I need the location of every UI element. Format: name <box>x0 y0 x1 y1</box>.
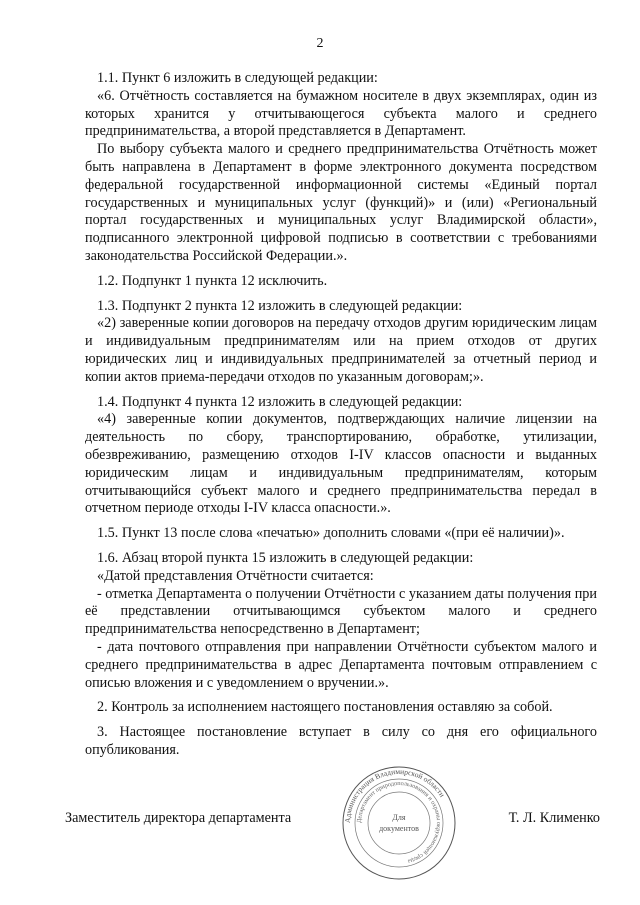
paragraph: - дата почтового отправления при направлении Отчётности субъектом малого и среднего предпринимательства в адрес Департамента почтовым отправлением с описью вложения и с уведомлением о вручении.». <box>85 638 597 691</box>
paragraph: 1.2. Подпункт 1 пункта 12 исключить. <box>97 272 328 289</box>
stamp-center-line-1: Для <box>392 813 406 822</box>
paragraph: 1.5. Пункт 13 после слова «печатью» дополнить словами «(при её наличии)». <box>97 525 565 542</box>
paragraph: 2. Контроль за исполнением настоящего постановления оставляю за собой. <box>97 699 553 716</box>
paragraph: «4) заверенные копии документов, подтверждающих наличие лицензии на деятельность по сбору, транспортированию, обработке, утилизации, обезвреживанию, размещению отходов I-IV классов опасности и выданных юридическим лицам и индивидуальным предпринимателям, которым отчитывающийся субъект малого и среднего предпринимательства передал в отчетном периоде отходы I-IV класса опасности.». <box>85 411 597 517</box>
paragraph: 3. Настоящее постановление вступает в силу со дня его официального опубликования. <box>85 724 597 758</box>
paragraph: 1.1. Пункт 6 изложить в следующей редакции: <box>97 70 378 86</box>
official-stamp <box>340 764 458 882</box>
paragraph: «6. Отчётность составляется на бумажном носителе в двух экземплярах, один из которых хранится у отчитывающегося субъекта малого и среднего предпринимательства, а второй представляется в Департамент. <box>85 87 597 140</box>
page-number: 2 <box>316 36 324 51</box>
paragraph: «2) заверенные копии договоров на передачу отходов другим юридическим лицам и индивидуальным предпринимателям или на прием отходов от других юридических лиц и индивидуальных предпринимателей за отчетный период и копии актов приема-передачи отходов по указанным договорам;». <box>85 315 597 385</box>
paragraph: По выбору субъекта малого и среднего предпринимательства Отчётность может быть направлена в Департамент в форме электронного документа посредством федеральной государственной информационной системы «Единый портал государственных и муниципальных услуг (функций)» и (или) «Региональный портал государственных и муниципальных услуг Владимирской области», подписанного электронной цифровой подписью в соответствии с требованиями законодательства Российской Федерации.». <box>85 141 597 264</box>
paragraph: 1.3. Подпункт 2 пункта 12 изложить в следующей редакции: <box>97 297 463 314</box>
stamp-center-line-2: документов <box>379 824 419 833</box>
paragraph: «Датой представления Отчётности считается: <box>97 567 374 584</box>
signatory-title: Заместитель директора департамента <box>65 810 292 826</box>
stamp-outer-text: Администрация Владимирской области <box>342 766 447 824</box>
paragraph: 1.4. Подпункт 4 пункта 12 изложить в следующей редакции: <box>97 393 463 410</box>
svg-text:Департамент природопользования <box>356 780 442 865</box>
document-body <box>85 70 597 760</box>
paragraph: - отметка Департамента о получении Отчётности с указанием даты получения при её представлении отчитывающимся субъектом малого и среднего предпринимательства непосредственно в Департамент; <box>85 585 597 638</box>
signatory-name: Т. Л. Клименко <box>508 810 600 826</box>
stamp-middle-text: Департамент природопользования и охраны окружающей среды <box>355 779 443 865</box>
paragraph: 1.6. Абзац второй пункта 15 изложить в следующей редакции: <box>97 549 474 566</box>
